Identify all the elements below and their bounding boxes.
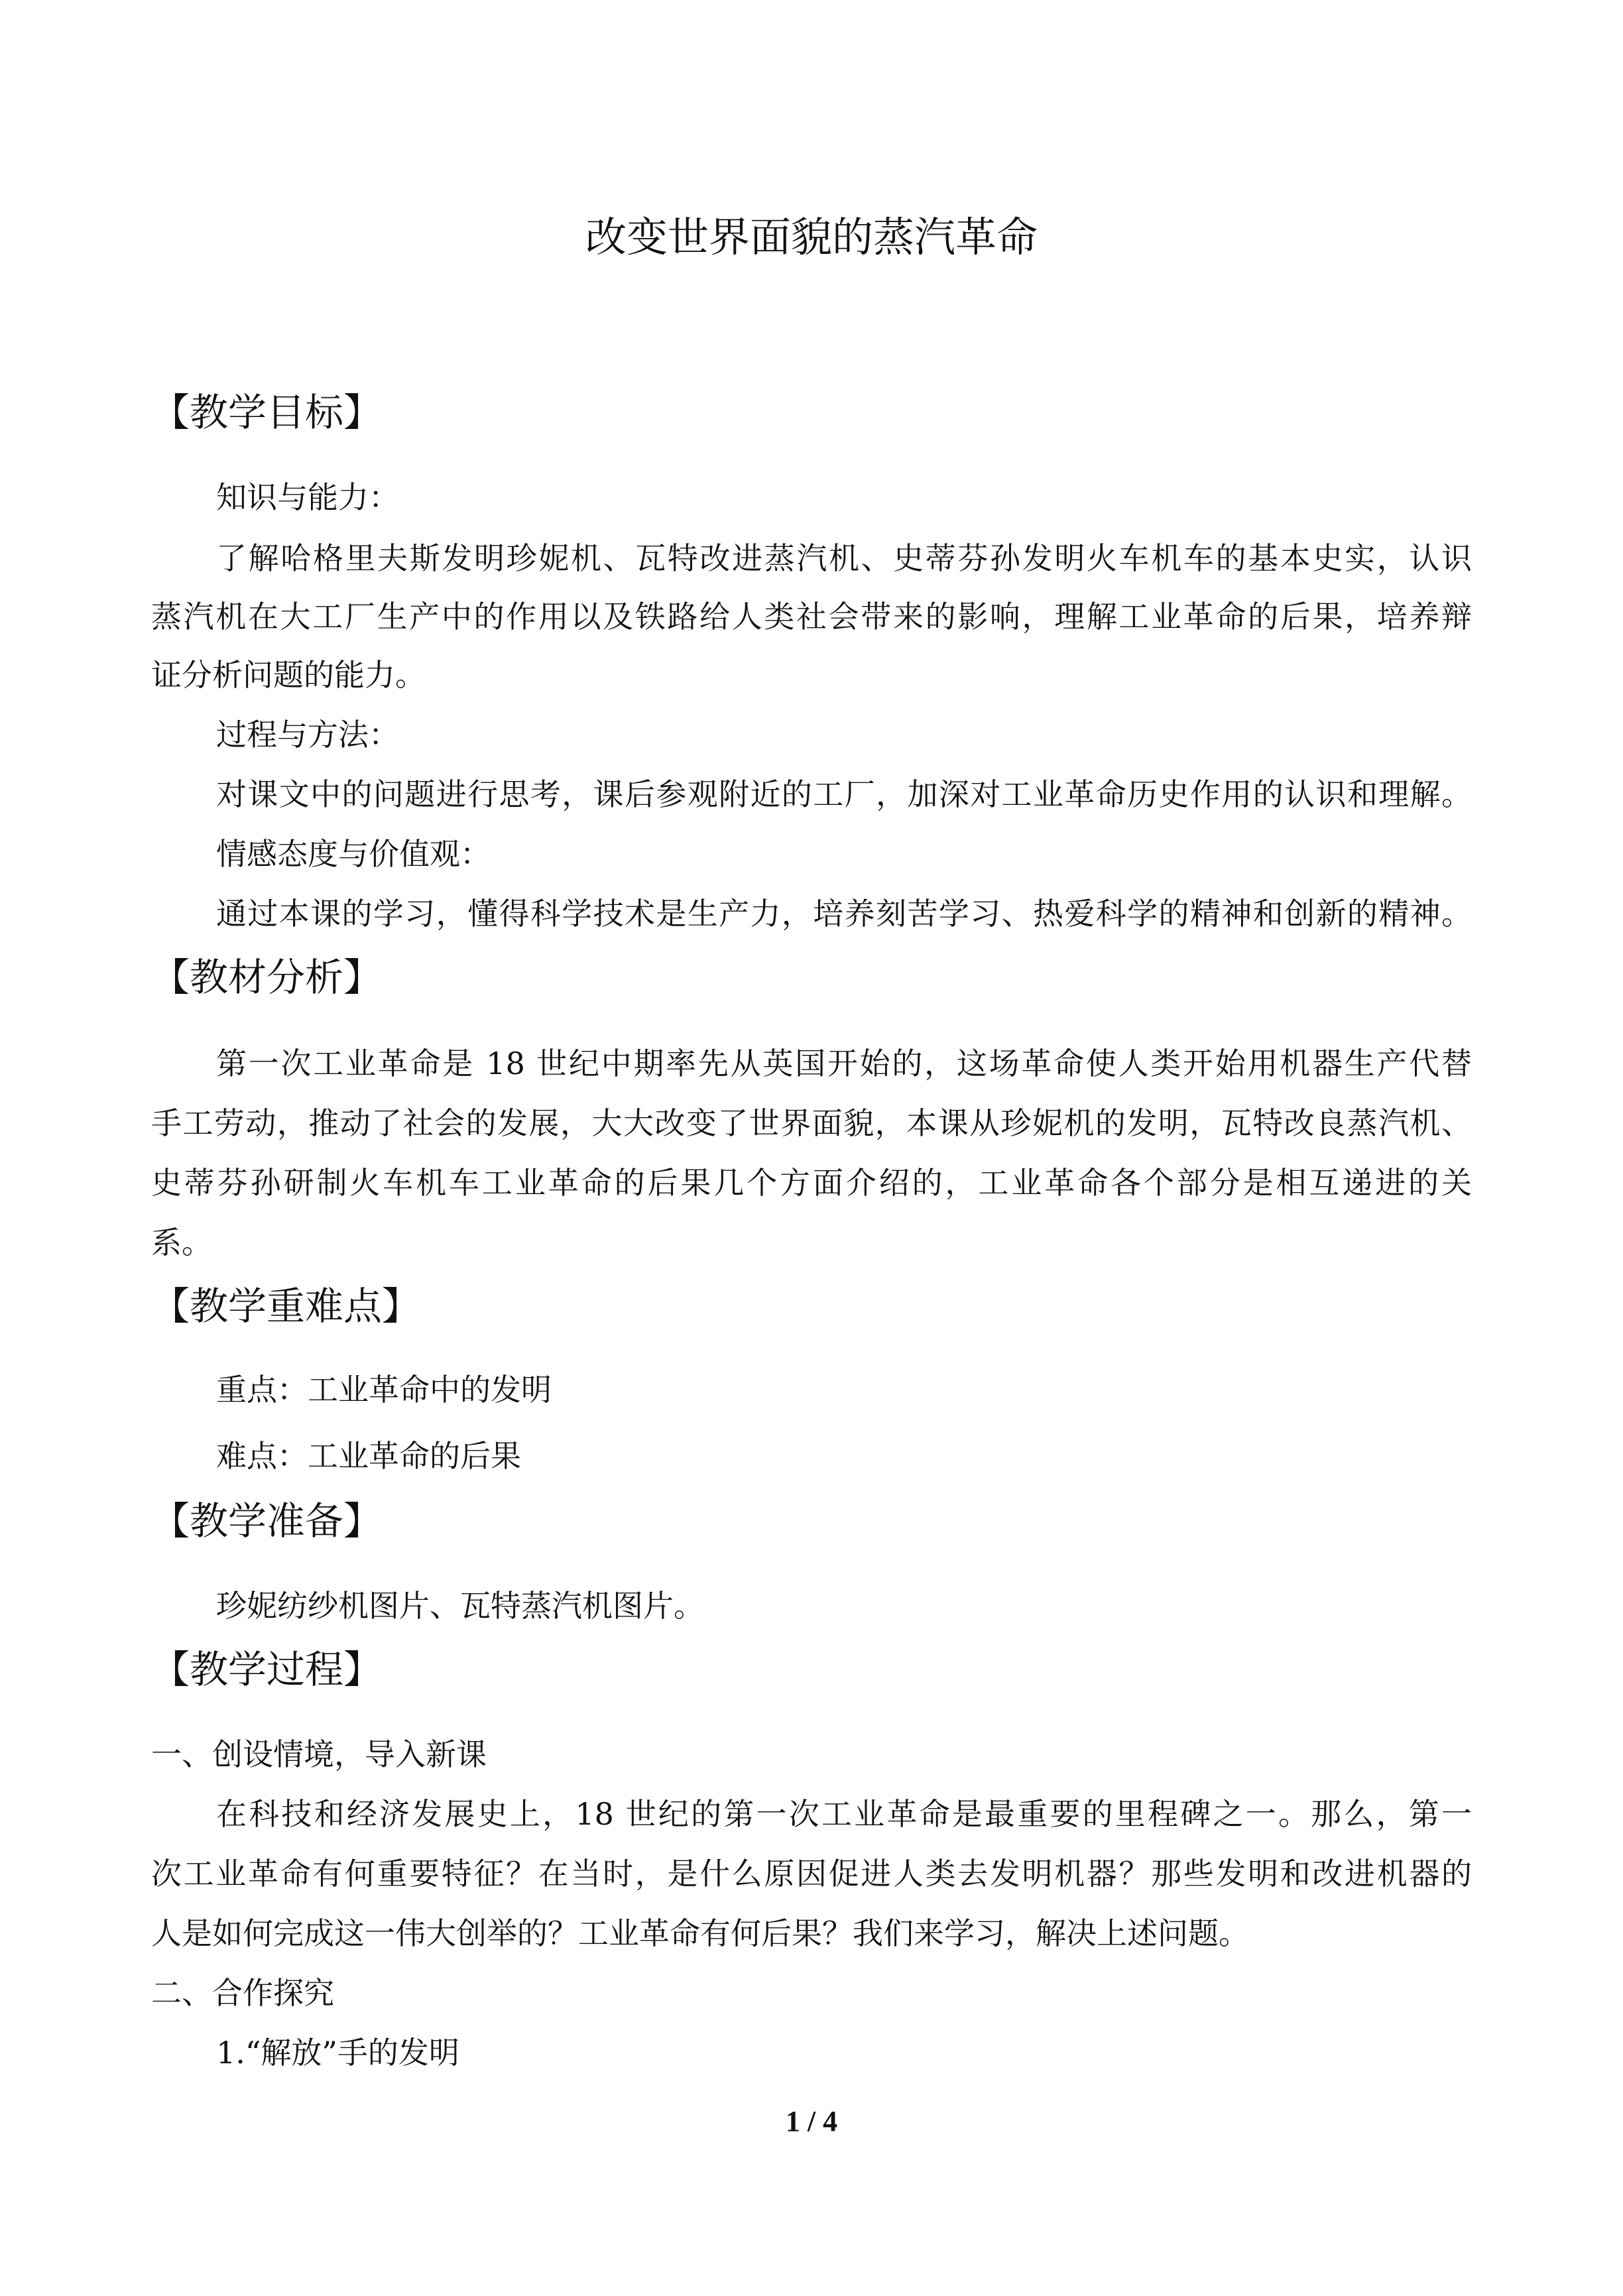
step1-line-2: 次工业革命有何重要特征？在当时，是什么原因促进人类去发明机器？那些发明和改进机器的 (151, 1856, 1472, 1892)
step1-line-3: 人是如何完成这一伟大创举的？工业革命有何后果？我们来学习，解决上述问题。 (151, 1915, 1249, 1951)
page-title: 改变世界面貌的蒸汽革命 (585, 213, 1038, 261)
step1-title: 一、创设情境，导入新课 (151, 1736, 487, 1772)
heading-key-points: 【教学重难点】 (151, 1284, 421, 1329)
heading-objectives: 【教学目标】 (151, 390, 383, 435)
step2-title: 二、合作探究 (151, 1975, 334, 2011)
step2-sub1: 1.“解放”手的发明 (216, 2035, 459, 2071)
knowledge-line-1: 了解哈格里夫斯发明珍妮机、瓦特改进蒸汽机、史蒂芬孙发明火车机车的基本史实，认识 (216, 540, 1472, 576)
difficult-point: 难点：工业革命的后果 (216, 1438, 521, 1474)
knowledge-label: 知识与能力： (216, 479, 399, 515)
heading-preparation: 【教学准备】 (151, 1498, 383, 1543)
analysis-line-1: 第一次工业革命是 18 世纪中期率先从英国开始的，这场革命使人类开始用机器生产代替 (216, 1046, 1472, 1081)
process-text: 对课文中的问题进行思考，课后参观附近的工厂，加深对工业革命历史作用的认识和理解。 (216, 776, 1472, 812)
analysis-line-2: 手工劳动，推动了社会的发展，大大改变了世界面貌，本课从珍妮机的发明，瓦特改良蒸汽机、 (151, 1105, 1472, 1141)
emotion-text: 通过本课的学习，懂得科学技术是生产力，培养刻苦学习、热爱科学的精神和创新的精神。 (216, 896, 1472, 932)
preparation-text: 珍妮纺纱机图片、瓦特蒸汽机图片。 (216, 1588, 704, 1624)
knowledge-line-2: 蒸汽机在大工厂生产中的作用以及铁路给人类社会带来的影响，理解工业革命的后果，培养辩 (151, 599, 1472, 634)
process-label: 过程与方法： (216, 717, 399, 753)
emotion-label: 情感态度与价值观： (216, 836, 491, 872)
analysis-line-4: 系。 (151, 1225, 212, 1260)
heading-process: 【教学过程】 (151, 1647, 383, 1692)
analysis-line-3: 史蒂芬孙研制火车机车工业革命的后果几个方面介绍的，工业革命各个部分是相互递进的关 (151, 1165, 1472, 1201)
knowledge-line-3: 证分析问题的能力。 (151, 657, 426, 693)
page-number: 1 / 4 (785, 2105, 838, 2138)
heading-analysis: 【教材分析】 (151, 955, 383, 1000)
key-point: 重点：工业革命中的发明 (216, 1372, 552, 1408)
step1-line-1: 在科技和经济发展史上，18 世纪的第一次工业革命是最重要的里程碑之一。那么，第一 (216, 1796, 1472, 1832)
